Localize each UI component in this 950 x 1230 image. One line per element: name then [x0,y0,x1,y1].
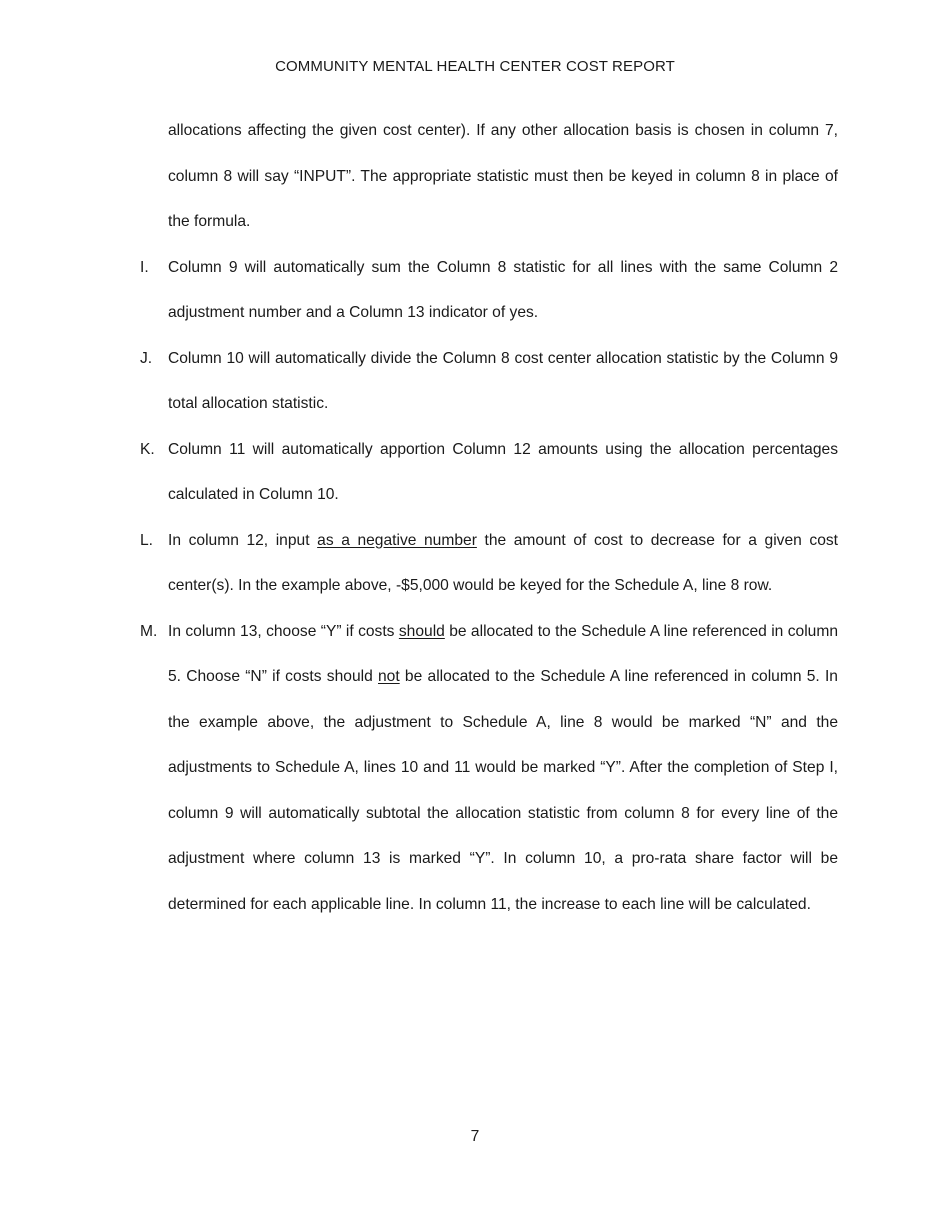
list-item-text: Column 9 will automatically sum the Column 8 statistic for all lines with the same Column 2 adjustment number and a Column 13 indicator of yes. [168,258,838,321]
page-header: COMMUNITY MENTAL HEALTH CENTER COST REPORT [275,58,675,75]
page-number: 7 [470,1128,480,1145]
list-item-text-part2: be allocated to the Schedule A line referenced in column 5. Choose “N” if costs should [168,622,838,685]
list-item-l [140,518,838,609]
intro-paragraph: allocations affecting the given cost center). If any other allocation basis is chosen in column 7, column 8 will say “INPUT”. The appropriate statistic must then be keyed in column 8 in place of the formula. [168,122,838,230]
list-marker: M. [140,622,158,640]
list-marker: J. [140,349,153,367]
underlined-emphasis: as a negative number [317,531,477,549]
list-marker: K. [140,440,155,458]
underlined-not: not [378,668,400,685]
list-item-text-start: In column 12, input [168,531,318,549]
list-item-text: Column 11 will automatically apportion Column 12 amounts using the allocation percentages calculated in Column 10. [168,440,838,503]
list-item-k [140,427,838,518]
list-item-text-part3: be allocated to the Schedule A line referenced in column 5. In the example above, the adjustment to Schedule A, line 8 would be marked “N” and the adjustments to Schedule A, lines 10 and 11 would be marked “Y”. After the completion of Step I, column 9 will automatically subtotal the allocation statistic from column 8 for every line of the adjustment where column 13 is marked “Y”. In column 10, a pro-rata share factor will be determined for each applicable line. In column 11, the increase to each line will be calculated. [168,668,838,913]
list-item-i [140,245,838,336]
underlined-should: should [398,622,445,640]
list-marker: I. [140,258,149,276]
list-item-text-part1: In column 13, choose “Y” if costs [168,622,399,640]
list-item-text: Column 10 will automatically divide the Column 8 cost center allocation statistic by the Column 9 total allocation statistic. [168,349,838,412]
list-item-j [140,336,838,427]
list-item-m [140,609,838,928]
list-marker: L. [140,531,154,549]
list-item-text-end: the amount of cost to decrease for a given cost center(s). In the example above, -$5,000 would be keyed for the Schedule A, line 8 row. [168,531,838,594]
document-body [140,108,838,927]
